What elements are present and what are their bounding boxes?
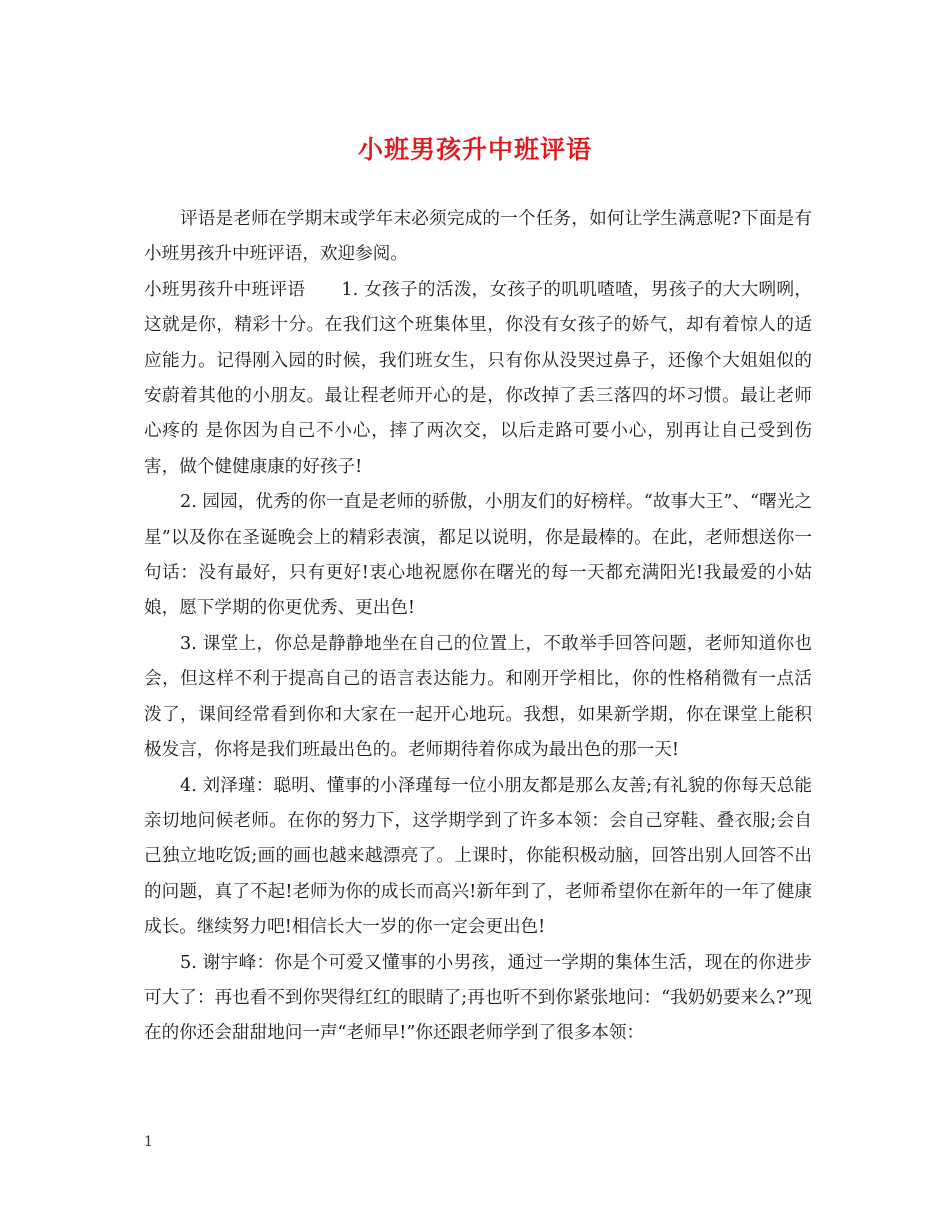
- comment-paragraph-4: 4. 刘泽瑾：聪明、懂事的小泽瑾每一位小朋友都是那么友善;有礼貌的你每天总能亲切地问候老师。在你的努力下，这学期学到了许多本领：会自己穿鞋、叠衣服;会自己独立地吃饭;画的画也越来越漂亮了。上课时，你能积极动脑，回答出别人回答不出的问题，真了不起!老师为你的成长而高兴!新年到了，老师希望你在新年的一年了健康成长。继续努力吧!相信长大一岁的你一定会更出色!: [144, 775, 812, 938]
- comment-paragraph-1: [144, 273, 812, 485]
- document-body: [144, 202, 812, 1052]
- comment-paragraph-2: 2. 园园，优秀的你一直是老师的骄傲，小朋友们的好榜样。“故事大王”、“曙光之星”以及你在圣诞晚会上的精彩表演，都足以说明，你是最棒的。在此，老师想送你一句话：没有最好，只有更好!衷心地祝愿你在曙光的每一天都充满阳光!我最爱的小姑娘，愿下学期的你更优秀、更出色!: [144, 492, 812, 619]
- document-title: 小班男孩升中班评语: [357, 135, 592, 164]
- comment-paragraph-5: 5. 谢宇峰：你是个可爱又懂事的小男孩，通过一学期的集体生活，现在的你进步可大了：再也看不到你哭得红红的眼睛了;再也听不到你紧张地问：“我奶奶要来么?”现在的你还会甜甜地问一声“老师早!”你还跟老师学到了很多本领：: [144, 952, 812, 1044]
- comment-paragraph-3: 3. 课堂上，你总是静静地坐在自己的位置上，不敢举手回答问题，老师知道你也会，但这样不利于提高自己的语言表达能力。和刚开学相比，你的性格稍微有一点活泼了，课间经常看到你和大家在一起开心地玩。我想，如果新学期，你在课堂上能积极发言，你将是我们班最出色的。老师期待着你成为最出色的那一天!: [144, 633, 812, 761]
- page-number: 1: [144, 1134, 153, 1150]
- section-heading: 小班男孩升中班评语: [144, 279, 306, 300]
- comment-1-text: 1. 女孩子的活泼，女孩子的叽叽喳喳，男孩子的大大咧咧，这就是你，精彩十分。在我们这个班集体里，你没有女孩子的娇气，却有着惊人的适应能力。记得刚入园的时候，我们班女生，只有你从没哭过鼻子，还像个大姐姐似的安蔚着其他的小朋友。最让程老师开心的是，你改掉了丢三落四的坏习惯。最让老师心疼的 是你因为自己不小心，摔了两次交，以后走路可要小心，别再让自己受到伤害，做个健健康康的好孩子!: [144, 279, 812, 477]
- intro-paragraph: 评语是老师在学期末或学年末必须完成的一个任务，如何让学生满意呢?下面是有小班男孩升中班评语，欢迎参阅。: [144, 209, 812, 265]
